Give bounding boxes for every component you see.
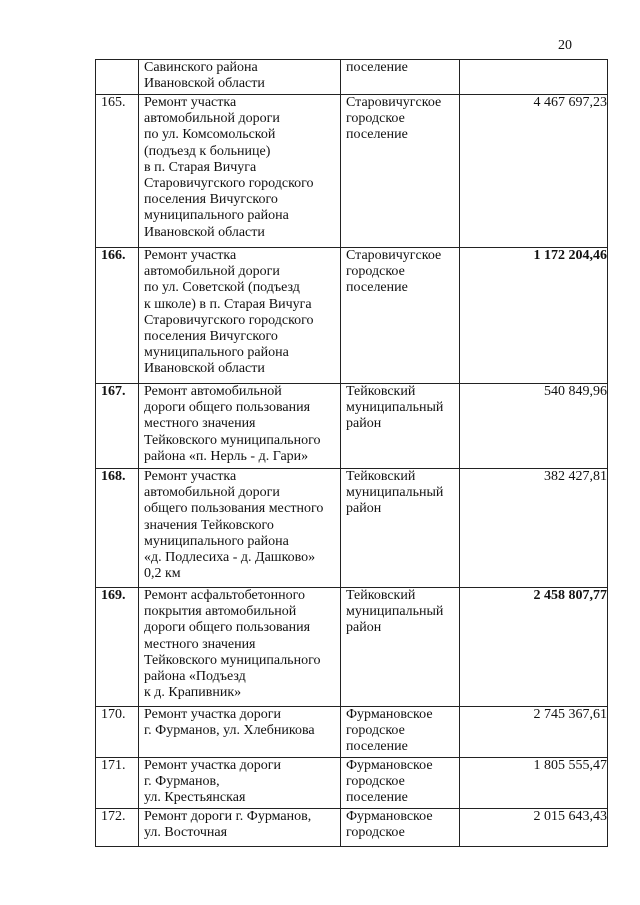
row-municipality: Тейковский муниципальный район [341,469,460,588]
row-description: Ремонт асфальтобетонного покрытия автомобильной дороги общего пользования местного значения Тейковского муниципального района «Подъезд к д. Крапивник» [139,588,341,707]
row-description: Ремонт участка автомобильной дороги по ул. Комсомольской (подъезд к больнице) в п. Старая Вичуга Старовичугского городского поселения Вичугского муниципального района Ивановской области [139,95,341,248]
row-amount: 4 467 697,23 [460,95,608,248]
table-row [96,60,608,95]
table-row [96,809,608,847]
table-row [96,248,608,384]
row-amount: 1 172 204,46 [460,248,608,384]
row-municipality: Фурмановское городское поселение [341,758,460,809]
row-amount: 2 458 807,77 [460,588,608,707]
row-description: Ремонт автомобильной дороги общего пользования местного значения Тейковского муниципального района «п. Нерль - д. Гари» [139,384,341,469]
table-row [96,588,608,707]
table-row [96,384,608,469]
row-municipality: Старовичугское городское поселение [341,95,460,248]
row-amount: 2 745 367,61 [460,707,608,758]
row-number: 168. [96,469,139,588]
row-number: 166. [96,248,139,384]
row-description: Ремонт участка автомобильной дороги по ул. Советской (подъезд к школе) в п. Старая Вичуга Старовичугского городского поселения Вичугского муниципального района Ивановской области [139,248,341,384]
row-amount: 540 849,96 [460,384,608,469]
row-number: 165. [96,95,139,248]
row-number [96,60,139,95]
table-row [96,707,608,758]
row-number: 172. [96,809,139,847]
row-municipality: Фурмановское городское [341,809,460,847]
row-amount: 1 805 555,47 [460,758,608,809]
row-number: 170. [96,707,139,758]
row-description: Ремонт участка автомобильной дороги общего пользования местного значения Тейковского муниципального района «д. Подлесиха - д. Дашково» 0,2 км [139,469,341,588]
row-municipality: Фурмановское городское поселение [341,707,460,758]
projects-table [95,59,608,847]
row-number: 167. [96,384,139,469]
row-municipality: Старовичугское городское поселение [341,248,460,384]
row-amount: 382 427,81 [460,469,608,588]
row-municipality: поселение [341,60,460,95]
table-row [96,95,608,248]
row-municipality: Тейковский муниципальный район [341,384,460,469]
page-number: 20 [558,38,572,53]
row-description: Ремонт дороги г. Фурманов, ул. Восточная [139,809,341,847]
row-description: Ремонт участка дороги г. Фурманов, ул. Крестьянская [139,758,341,809]
row-description: Савинского района Ивановской области [139,60,341,95]
row-municipality: Тейковский муниципальный район [341,588,460,707]
row-description: Ремонт участка дороги г. Фурманов, ул. Хлебникова [139,707,341,758]
row-number: 169. [96,588,139,707]
row-amount [460,60,608,95]
table-row [96,469,608,588]
row-number: 171. [96,758,139,809]
row-amount: 2 015 643,43 [460,809,608,847]
table-row [96,758,608,809]
